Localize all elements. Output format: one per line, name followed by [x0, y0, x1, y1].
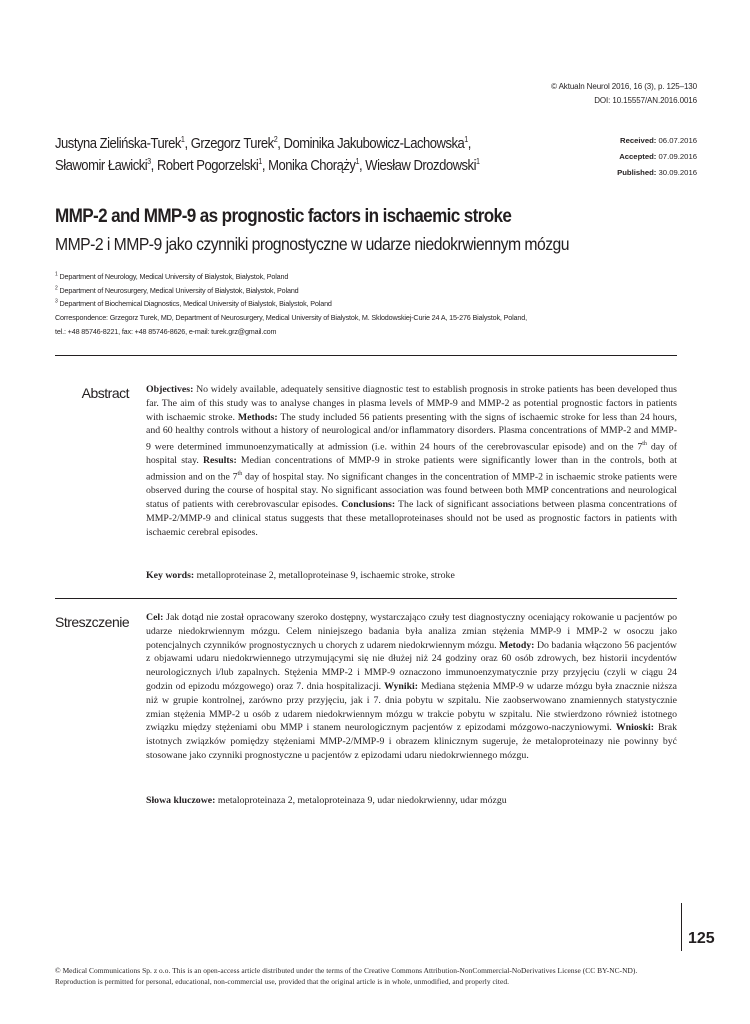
objectives-text: No widely available, adequately sensitive diagnostic test to establish prognosis in stroke patients has been developed thus far. The aim of this study was to analyse changes in plasma levels of MMP-9 and MMP-2 as potential prognostic factors in patients with ischaemic stroke.: [146, 384, 677, 423]
author-name: Dominika Jakubowicz-Lachowska: [283, 136, 465, 152]
author-name: Justyna Zielińska-Turek: [55, 136, 181, 152]
received-date: [617, 133, 697, 149]
wyniki-text: Mediana stężenia MMP-9 w udarze mózgu była znacznie niższa niż w grupie kontrolnej, zarówno przy przyjęciu, jak i 7. dnia pobytu w szpitalu. Nie zaobserwowano znamiennych statystycznie zmian stężenia MMP-2 u osób z udarem niedokrwiennym mózgu w trakcie pobytu w szpitalu. Nie stwierdzono również istotnego związku między stężeniami obu MMP i stanem neurologicznym pacjentów z epizodami mózgowo-naczyniowymi.: [146, 680, 677, 734]
license-footer: © Medical Communications Sp. z o.o. This is an open-access article distributed under the terms of the Creative Commons Attribution-NonCommercial-NoDerivatives License (CC BY-NC-ND). Reproduction is permitted for personal, educational, non-commercial use, provided that the original article is in whole, unmodified, and properly cited.: [55, 966, 638, 986]
correspondence-line-1: Correspondence: Grzegorz Turek, MD, Department of Neurosurgery, Medical University of Bialystok, M. Sklodowskiej-Curie 24 A, 15-276 Bialystok, Poland,: [55, 313, 527, 323]
conclusions-label: Conclusions:: [341, 498, 396, 510]
affiliation-text: Department of Biochemical Diagnostics, Medical University of Bialystok, Bialystok, Poland: [57, 299, 332, 309]
slowa-kluczowe-text: metaloproteinaza 2, metaloproteinaza 9, udar niedokrwienny, udar mózgu: [215, 795, 507, 806]
ordinal-sup: th: [237, 471, 243, 478]
results-text-cont: day of hospital stay. No significant changes in the concentration of MMP-2 in ischaemic stroke patients were observed during the course of hospital stay. No significant association was found between both MMP concentrations and neurological status of patients with cerebrovascular episodes.: [146, 471, 677, 510]
affiliation-sup: 2: [55, 285, 58, 292]
slowa-kluczowe-label: Słowa kluczowe:: [146, 795, 216, 806]
affiliation-text: Department of Neurology, Medical University of Bialystok, Bialystok, Poland: [57, 272, 289, 281]
affiliation-1: [55, 270, 527, 284]
title-polish: MMP-2 i MMP-9 jako czynniki prognostyczne w udarze niedokrwiennym mózgu: [55, 234, 569, 254]
author-sup: 3: [147, 157, 151, 167]
affiliation-sup: 3: [55, 299, 58, 306]
author-name: Wiesław Drozdowski: [365, 158, 476, 174]
author-sep: ,: [184, 136, 191, 152]
doi: DOI: 10.15557/AN.2016.0016: [594, 96, 697, 105]
section-divider: [55, 598, 677, 599]
author-name: Monika Chorąży: [268, 158, 356, 174]
journal-citation: © Aktualn Neurol 2016, 16 (3), p. 125–130: [551, 82, 697, 91]
author-sup: 1: [464, 135, 468, 145]
author-sup: 1: [258, 157, 262, 167]
streszczenie-label: Streszczenie: [55, 614, 130, 630]
author-name: Grzegorz Turek: [190, 136, 274, 152]
keywords-label: Key words:: [146, 570, 195, 581]
received-label: Received:: [620, 136, 657, 145]
wnioski-label: Wnioski:: [615, 722, 654, 734]
author-line-2: [55, 155, 478, 177]
author-list: [55, 133, 478, 177]
keywords-en: [146, 570, 455, 581]
keywords-text: metalloproteinase 2, metalloproteinase 9, ischaemic stroke, stroke: [194, 570, 455, 581]
page-number: 125: [688, 930, 715, 947]
published-value: 30.09.2016: [658, 168, 697, 177]
affiliation-text: Department of Neurosurgery, Medical University of Bialystok, Bialystok, Poland: [57, 285, 299, 295]
page-number-rule: [681, 903, 682, 951]
author-sep: ,: [358, 158, 366, 174]
published-label: Published:: [617, 168, 657, 177]
author-line-1: [55, 133, 478, 155]
cel-text: Jak dotąd nie został opracowany szeroko dostępny, wystarczająco czuły test diagnostyczny oceniający rokowanie u pacjentów po udarze niedokrwiennym mózgu. Celem niniejszego badania była analiza zmian stężenia MMP-9 i MMP-2 w osoczu jako potencjalnych czynników prognostycznych u chorych z udarem niedokrwiennym mózgu.: [146, 612, 677, 651]
metody-text: Do badania włączono 56 pacjentów z objawami udaru niedokrwiennego utrzymującymi się nie dłużej niż 24 godziny oraz 60 osób zdrowych, bez historii incydentów neurologicznych i/lub zapalnych. Stężenia MMP-2 i MMP-9 oznaczono immunoenzymatycznie przy przyjęciu (czyli w ciągu 24 godzin od epizodu mózgowego) oraz 7. dnia hospitalizacji.: [146, 639, 677, 692]
cel-label: Cel:: [146, 612, 164, 623]
published-date: [617, 165, 697, 181]
title-english: MMP-2 and MMP-9 as prognostic factors in ischaemic stroke: [55, 206, 512, 227]
author-sep: ,: [277, 136, 284, 152]
accepted-label: Accepted:: [619, 152, 657, 161]
affiliation-2: [55, 284, 527, 298]
methods-text-cont: day of hospital stay.: [146, 441, 677, 467]
methods-text: The study included 56 patients presenting with the signs of ischaemic stroke for less than 24 hours, and 60 healthy controls without a history of neurological and/or inflammatory disorders. Plasma concentrations of MMP-2 and MMP-9 were determined immunoenzymatically at admission (i.e. within 24 hours of the cerebrovascular episode) and on the 7: [146, 411, 677, 453]
author-sup: 1: [180, 135, 185, 145]
dates-block: [617, 133, 697, 181]
streszczenie-body: [146, 611, 677, 763]
results-text: Median concentrations of MMP-9 in stroke patients were significantly lower than in the controls, both at admission and on the 7: [146, 455, 677, 483]
affiliation-3: [55, 297, 527, 311]
abstract-body: [146, 383, 677, 539]
accepted-date: [617, 149, 697, 165]
correspondence-line-2: tel.: +48 85746-8221, fax: +48 85746-8626, e-mail: turek.grz@gmail.com: [55, 326, 277, 336]
author-sep: ,: [150, 158, 157, 174]
author-sup: 2: [273, 135, 278, 145]
author-sep: ,: [467, 136, 471, 152]
author-sup: 1: [355, 157, 359, 167]
conclusions-text: The lack of significant associations between plasma concentrations of MMP-2/MMP-9 and clinical status suggests that these metalloproteinases should not be used as prognostic factors in patients with ischaemic cerebral episodes.: [146, 498, 677, 538]
objectives-label: Objectives:: [146, 384, 194, 395]
wnioski-text: Brak istotnych związków pomiędzy stężeniami MMP-2/MMP-9 i obrazem klinicznym sugeruje, że metaloproteinazy nie powinny być stosowane jako czynniki prognostyczne u pacjentów z epizodami udaru niedokrwiennego mózgu.: [146, 722, 678, 761]
abstract-label: Abstract: [81, 385, 129, 401]
author-sep: ,: [261, 158, 269, 174]
results-label: Results:: [202, 455, 237, 467]
citation-block: [551, 80, 697, 108]
keywords-pl: [146, 795, 507, 806]
received-value: 06.07.2016: [658, 136, 697, 145]
methods-label: Methods:: [237, 411, 278, 423]
accepted-value: 07.09.2016: [658, 152, 697, 161]
author-name: Robert Pogorzelski: [156, 158, 259, 174]
affiliations: [55, 270, 527, 339]
header-divider: [55, 355, 677, 356]
metody-label: Metody:: [499, 639, 535, 651]
author-name: Sławomir Ławicki: [55, 158, 148, 174]
ordinal-sup: th: [642, 441, 647, 448]
affiliation-sup: 1: [55, 271, 58, 278]
wyniki-label: Wyniki:: [384, 680, 419, 692]
author-sup: 1: [475, 157, 480, 167]
